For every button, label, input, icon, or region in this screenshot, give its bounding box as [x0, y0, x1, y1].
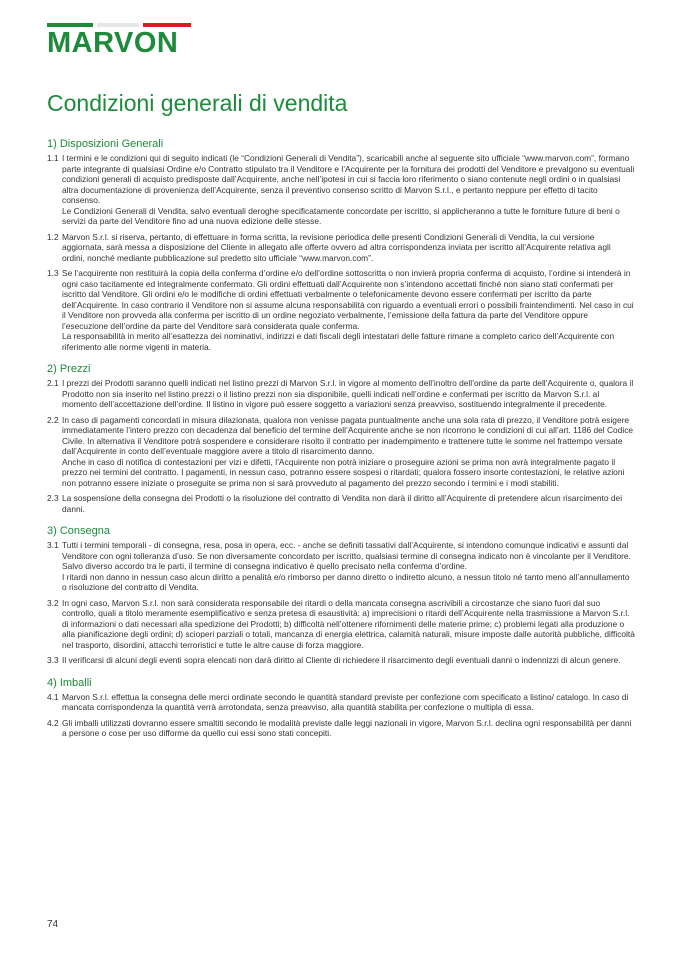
- section: [35, 362, 635, 514]
- clause: [35, 378, 635, 410]
- clause: [35, 718, 635, 739]
- clause: [35, 415, 635, 489]
- section-heading: 3) Consegna: [47, 525, 110, 537]
- clause: [35, 232, 635, 264]
- clause-text: Anche in caso di notifica di contestazioni per vizi e difetti, l’Acquirente non potrà iniziare o proseguire azioni se prima non avrà integralmente pagato il prezzo nei termini del contratto. I pagamenti, in nessun caso, potranno essere sospesi o ritardati; qualora fossero insorte contestazioni, le relative azioni non potranno essere iniziate o proseguite se prima non si sarà provveduto al pagamento del prezzo secondo i termini e i modi stabiliti.: [62, 456, 625, 488]
- section-heading: 2) Prezzi: [47, 363, 91, 375]
- clause-text: Se l’acquirente non restituirà la copia della conferma d’ordine e/o dell’ordine sottoscritta o non invierà propria conferma di acquisto, l’ordine si intenderà in ogni caso tacitamente ed integralmente confermato. Gli ordini effettuati dall’Acquirente non s’intendono accettati finché non siano stati confermati per iscritto dal Venditore. Gli ordini e/o le modifiche di ordini effettuati verbalmente o telefonicamente devono essere confermati per iscritto da parte dell’Acquirente. In caso contrario il Venditore non si assume alcuna responsabilità con riguardo a eventuali errori o possibili fraintendimenti. Nel caso in cui il Venditore non provveda alla conferma per iscritto di un ordine negoziato verbalmente, l’emissione della fattura da parte del Venditore oppure l’esecuzione dell’ordine da parte del Venditore sarà considerata quale conferma.: [62, 268, 634, 331]
- clause: [35, 268, 635, 352]
- clause: [35, 540, 635, 593]
- clause-number: 1.3: [47, 268, 59, 278]
- section: [35, 676, 635, 739]
- clause-text: I prezzi dei Prodotti saranno quelli indicati nel listino prezzi di Marvon S.r.l. in vigore al momento dell’inoltro dell’ordine da parte dell’Acquirente o, qualora il Prodotto non sia inserito nel listino prezzi o il listino prezzi non sia disponibile, quelli indicati nell’ordine e confermati per iscritto da Marvon S.r.l. al momento dell’accettazione dell’ordine. Il listino in vigore può essere soggetto a variazioni senza preavviso, sostituendo integralmente il precedente.: [62, 378, 634, 409]
- section-heading: 1) Disposizioni Generali: [47, 138, 164, 150]
- clause-text: La responsabilità in merito all’esattezza dei nominativi, indirizzi e dati fiscali degli intestatari delle fatture rimane a completo carico dell’Acquirente con riferimento alle norme vigenti in materia.: [62, 331, 615, 352]
- document-body: [35, 137, 635, 749]
- clause: [35, 153, 635, 227]
- clause-number: 3.3: [47, 655, 59, 665]
- clause-text: I ritardi non danno in nessun caso alcun diritto a penalità e/o rimborso per danno diretto o indiretto alcuno, a nessun titolo né tanto meno all’annullamento o risoluzione del contratto di Vendita.: [62, 571, 630, 592]
- clause: [35, 692, 635, 713]
- clause-text: In ogni caso, Marvon S.r.l. non sarà considerata responsabile dei ritardi o della mancata consegna ascrivibili a circostanze che siano fuori dal suo controllo, quali a titolo meramente esemplificativo e senza pretesa di esaustività: a) imprecisioni o ritardi dell’Acquirente nella trasmissione a Marvon S.r.l. di informazioni o dati necessari alla spedizione dei Prodotti; b) difficoltà nell’ottenere rifornimenti delle materie prime; c) problemi legati alla produzione o alla pianificazione degli ordini; d) scioperi parziali o totali, mancanza di energia elettrica, calamità naturali, misure imposte dalle autorità pubbliche, difficoltà nel trasporto, disordini, attacchi terroristici e tutte le altre cause di forza maggiore.: [62, 597, 635, 650]
- section: [35, 524, 635, 666]
- clause-text: Le Condizioni Generali di Vendita, salvo eventuali deroghe specificatamente concordate per iscritto, si applicheranno a tutte le forniture future di beni o servizi da parte del Venditore fino ad una nuova edizione delle stesse.: [62, 205, 620, 226]
- clause-text: Il verificarsi di alcuni degli eventi sopra elencati non darà diritto al Cliente di richiedere il risarcimento degli eventuali danni o indennizzi di alcun genere.: [62, 655, 621, 665]
- clause-text: Marvon S.r.l. effettua la consegna delle merci ordinate secondo le quantità standard previste per confezione com specificato a listino/ catalogo. In caso di mancata corrispondenza la quantità verrà arrotondata, senza preavviso, alla quantità stabilita per confezione o multipla di essa.: [62, 691, 629, 712]
- clause-text: I termini e le condizioni qui di seguito indicati (le “Condizioni Generali di Vendita”), scaricabili anche al seguente sito ufficiale “www.marvon.com”, formano parte integrante di qualsiasi Ordine e/o Contratto stipulato tra il Venditore e l’Acquirente per la fornitura dei prodotti del Venditore e prevalgono su eventuali condizioni generali di acquisto predisposte dall’Acquirente, anche nell’ipotesi in cui si faccia loro riferimento o siano contenute negli ordini o in qualsiasi altra documentazione di provenienza dell’Acquirente, senza il preventivo consenso scritto di Marvon S.r.l., e pertanto neppure per effetto di tacito consenso.: [62, 153, 635, 205]
- clause-number: 2.3: [47, 493, 59, 503]
- clause-text: In caso di pagamenti concordati in misura dilazionata, qualora non venisse pagata puntualmente anche una sola rata di prezzo, il Venditore potrà esigere immediatamente l’intero prezzo con decadenza dal beneficio del termine dell’Acquirente anche se non ricorrono le condizioni di cui all’art. 1186 del Codice Civile. In alternativa il Venditore potrà sospendere e considerare risolto il contratto per inadempimento e trattenere tutte le somme nel frattempo versate dall’Acquirente in conto dell’eventuale maggiore avere a titolo di risarcimento danno.: [62, 414, 634, 456]
- clause-number: 3.2: [47, 597, 59, 608]
- clause-number: 1.1: [47, 153, 59, 163]
- brand-logo: [47, 23, 191, 57]
- clause: [35, 493, 635, 514]
- clause-number: 2.2: [47, 414, 59, 425]
- clause-text: Gli imballi utilizzati dovranno essere smaltiti secondo le modalità previste dalle leggi nazionali in vigore, Marvon S.r.l. declina ogni responsabilità per danni a persone o cose per uso difforme da quello cui essi sono stati concepiti.: [62, 717, 632, 738]
- page-title: Condizioni generali di vendita: [47, 90, 348, 116]
- clause: [35, 655, 635, 666]
- clause: [35, 598, 635, 651]
- logo-text: MARVON: [47, 27, 179, 59]
- clause-number: 2.1: [47, 378, 59, 388]
- page-number: 74: [47, 919, 59, 930]
- clause-text: Marvon S.r.l. si riserva, pertanto, di effettuare in forma scritta, la revisione periodica delle presenti Condizioni Generali di Vendita, la cui versione aggiornata, sarà messa a disposizione del Cliente in allegato alle offerte ovvero ad altra corrispondenza inviata per iscritto all’Acquirente relativa agli ordini, nonché mediante pubblicazione sul predetto sito ufficiale “www.marvon.com”.: [62, 231, 611, 263]
- clause-number: 4.2: [47, 717, 59, 728]
- clause-text: La sospensione della consegna dei Prodotti o la risoluzione del contratto di Vendita non darà il diritto all’Acquirente di pretendere alcun risarcimento dei danni.: [62, 493, 623, 514]
- clause-number: 3.1: [47, 540, 59, 550]
- clause-text: Tutti i termini temporali - di consegna, resa, posa in opera, ecc. - anche se definiti tassativi dall’Acquirente, si intendono comunque indicativi e assunti dal Venditore con ogni tolleranza d’uso. Se non diversamente concordato per iscritto, qualsiasi termine di consegna indicato non è vincolante per il Venditore. Salvo diverso accordo tra le parti, il termine di consegna indicativo è quello precisato nella conferma d’ordine.: [62, 540, 631, 571]
- clause-number: 4.1: [47, 691, 59, 702]
- section: [35, 137, 635, 352]
- clause-number: 1.2: [47, 231, 59, 242]
- section-heading: 4) Imballi: [47, 676, 92, 689]
